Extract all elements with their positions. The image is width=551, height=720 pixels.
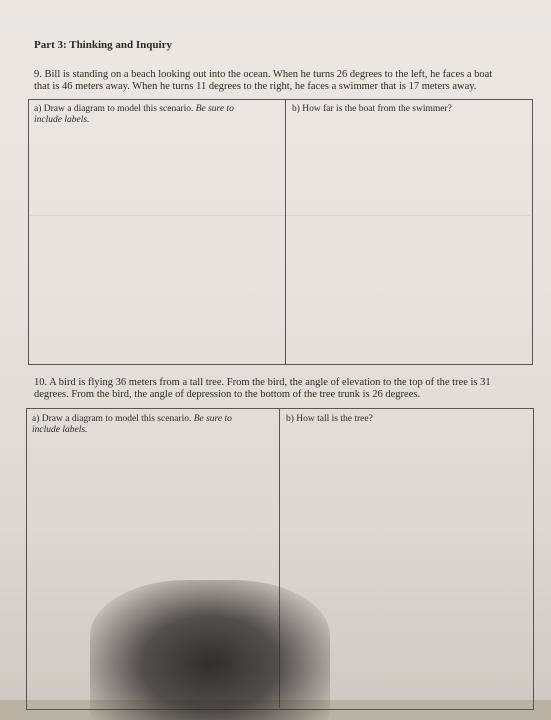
question-10-part-a-text: a) Draw a diagram to model this scenario. — [32, 414, 192, 424]
question-9-part-a-text: a) Draw a diagram to model this scenario. — [34, 104, 194, 114]
question-9-line-2: that is 46 meters away. When he turns 11 degrees to the right, he faces a swimmer that is 17 meters away. — [34, 81, 477, 92]
question-10-line-1: 10. A bird is flying 36 meters from a tall tree. From the bird, the angle of elevation to the top of the tree is 31 — [34, 377, 491, 388]
question-10-line-2: degrees. From the bird, the angle of depression to the bottom of the tree trunk is 26 degrees. — [34, 389, 421, 400]
question-9-line-1: 9. Bill is standing on a beach looking out into the ocean. When he turns 26 degrees to the left, he faces a boat — [34, 69, 493, 80]
question-10-part-a-line-2: include labels. — [32, 425, 88, 435]
question-10-part-a-label — [32, 414, 280, 425]
question-9-box-divider — [285, 99, 286, 365]
question-9-answer-box — [28, 99, 533, 365]
question-9-part-b-label: b) How far is the boat from the swimmer? — [292, 104, 452, 114]
part-title: Part 3: Thinking and Inquiry — [34, 39, 172, 51]
question-9-part-a-label — [34, 104, 284, 115]
question-9-part-a-line-2: include labels. — [34, 115, 90, 125]
question-10-part-b-label: b) How tall is the tree? — [286, 414, 373, 424]
hand-shadow — [90, 580, 330, 720]
question-10-part-a-emphasis: Be sure to — [193, 414, 232, 424]
question-9-part-a-emphasis: Be sure to — [195, 104, 234, 114]
